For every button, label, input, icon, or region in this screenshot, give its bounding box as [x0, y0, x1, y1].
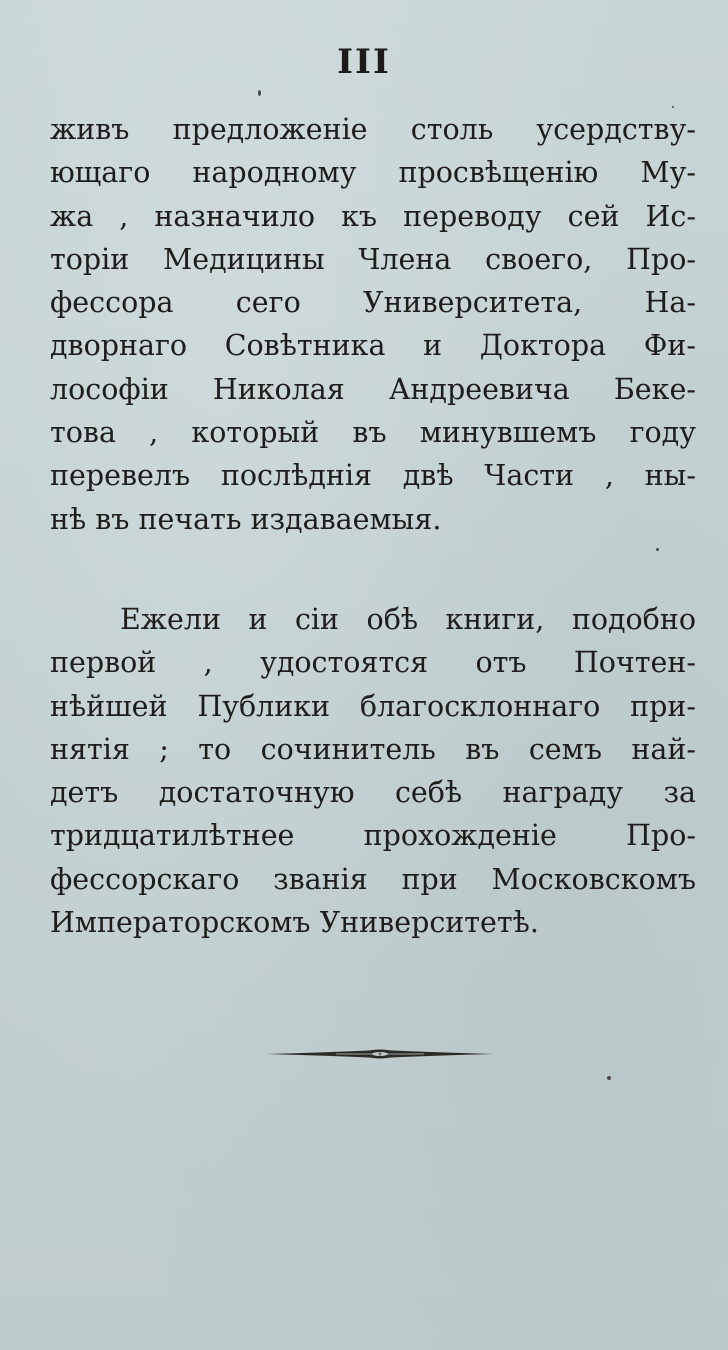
- paper-speck: [672, 106, 674, 108]
- text-line: живъ предложенiе столь усердству-: [50, 113, 696, 146]
- text-line: Ежели и сiи обѣ книги, подобно: [120, 603, 696, 636]
- text-line: перевелъ послѣднiя двѣ Части , ны-: [50, 459, 696, 493]
- paper-speck: [656, 548, 659, 551]
- text-line: детъ достаточную себѣ награду за: [50, 776, 696, 810]
- text-line: первой , удостоятся отъ Почтен-: [50, 646, 696, 680]
- decorative-rule-ornament-icon: [266, 1047, 494, 1061]
- text-line: нятiя ; то сочинитель въ семъ най-: [50, 732, 696, 766]
- text-line: фессора сего Университета, На-: [50, 286, 696, 320]
- paragraph-2: [50, 598, 696, 944]
- text-line: нѣ въ печать издаваемыя.: [50, 502, 442, 536]
- paper-speck: [258, 90, 261, 96]
- paragraph-1: [50, 108, 696, 541]
- paper-speck: [607, 1076, 611, 1080]
- text-line: торiи Медицины Члена своего, Про-: [50, 242, 696, 276]
- text-line: тридцатилѣтнее прохожденiе Про-: [50, 819, 696, 853]
- text-line: фессорскаго званiя при Московскомъ: [50, 862, 696, 896]
- page-number: III: [337, 42, 391, 82]
- text-line: дворнаго Совѣтника и Доктора Фи-: [50, 329, 696, 363]
- text-line: това , который въ минувшемъ году: [50, 416, 696, 450]
- text-line: Императорскомъ Университетѣ.: [50, 906, 539, 940]
- text-line: лософiи Николая Андреевича Беке-: [50, 372, 696, 406]
- text-line: нѣйшей Публики благосклоннаго при-: [50, 689, 696, 723]
- text-line: ющаго народному просвѣщенiю Му-: [50, 156, 696, 190]
- text-line: жа , назначило къ переводу сей Ис-: [50, 199, 696, 233]
